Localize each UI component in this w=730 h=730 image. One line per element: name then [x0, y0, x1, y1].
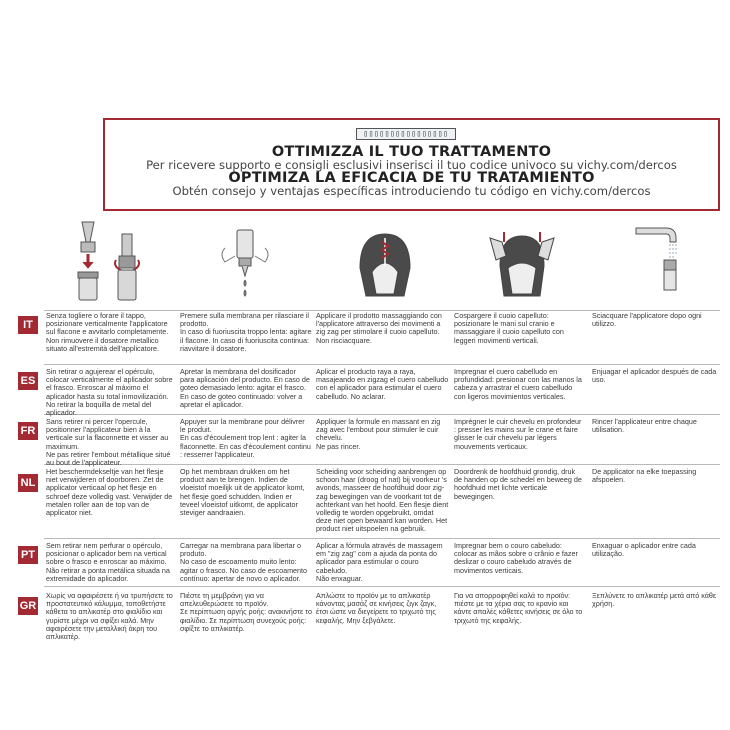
- row-separator: [44, 364, 720, 365]
- title-es: OPTIMIZA LA EFICACIA DE TU TRATAMIENTO: [228, 170, 595, 186]
- instruction-nl-2: Op het membraan drukken om het product aan te brengen. Indien de vloeistof moeilijk uit de applicator komt, het flesje goed schudden. Indien er teveel vloeistof uitkomt, de applicator steviger aandraaien.: [180, 467, 305, 518]
- unique-code-field[interactable]: ▯▯▯▯▯▯▯▯▯▯▯▯▯▯▯▯: [356, 128, 456, 140]
- instruction-fr-1: Sans retirer ni percer l'opercule, positionner l'applicateur bien à la verticale sur la flaconnette et visser au maximum. Ne pas retirer l'embout métallique situé au bout de l'applicateur.: [46, 417, 171, 468]
- instruction-gr-1: Χωρίς να αφαιρέσετε ή να τρυπήσετε το προστατευτικό κάλυμμα, τοποθετήστε κάθετα το απλικατέρ στο φιαλίδιο και γυρίστε μέχρι να σφίξει καλά. Μην αφαιρέσετε την μεταλλική άκρη του απλικατέρ.: [46, 591, 173, 642]
- instruction-pt-2: Carregar na membrana para libertar o produto. No caso de escoamento muito lento: agitar o frasco. No caso de escoamento contínuo: apertar de novo o aplicador.: [180, 541, 308, 583]
- instruction-nl-3: Scheiding voor scheiding aanbrengen op schoon haar (droog of nat) bij voorkeur 's avonds, masseer de hoofdhuid door zig-zag bewegingen van de voorkant tot de achterkant van het hoofd. Een flesje dient volledig te worden opgebruikt, omdat deze niet open bewaard kan worden. Het product niet uitspoelen na gebruik.: [316, 467, 449, 534]
- lang-flag-pt: PT: [18, 546, 38, 564]
- lang-flag-gr: GR: [18, 597, 38, 615]
- row-separator: [44, 586, 720, 587]
- instruction-gr-2: Πιέστε τη μεμβράνη για να απελευθερώσετε το προϊόν. Σε περίπτωση αργής ροής: ανακινήστε το φιαλίδιο. Σε περίπτωση συνεχούς ροής: σφίξτε το απλικατέρ.: [180, 591, 312, 633]
- row-separator: [44, 414, 720, 415]
- instruction-it-2: Premere sulla membrana per rilasciare il prodotto. In caso di fuoriuscita troppo lenta: agitare il flacone. In caso di fuoriuscita continua: riavvitare il dosatore.: [180, 311, 312, 353]
- instruction-pt-5: Enxaguar o aplicador entre cada utilização.: [592, 541, 696, 559]
- instruction-es-4: Impregnar el cuero cabelludo en profundidad: presionar con las manos la cabeza y arrastrar el cuero cabelludo con ligeros movimientos verticales.: [454, 367, 582, 401]
- vial-open-icon: [70, 218, 150, 302]
- row-separator: [44, 464, 720, 465]
- instruction-es-1: Sin retirar o agujerear el opérculo, colocar verticalmente el aplicador sobre el frasco. Enroscar al máximo el aplicador hasta su total inmovilización. No retirar la boquilla de metal del aplicador.: [46, 367, 173, 418]
- instruction-nl-4: Doordrenk de hoofdhuid grondig, druk de handen op de schedel en beweeg de hoofdhuid met lichte verticale bewegingen.: [454, 467, 582, 501]
- lang-flag-fr: FR: [18, 422, 38, 440]
- instruction-gr-4: Για να απορροφηθεί καλά το προϊόν: πιέστε με τα χέρια σας το κρανίο και κάντε απαλές κάθετες κινήσεις σε όλο το τριχωτό της κεφαλής.: [454, 591, 583, 625]
- subtitle-it: Per ricevere supporto e consigli esclusivi inserisci il tuo codice univoco su vichy.com/dercos: [146, 158, 677, 172]
- instruction-gr-3: Απλώστε το προϊόν με το απλικατέρ κάνοντας μασάζ σε κινήσεις ζιγκ ζαγκ, έτσι ώστε να διεγείρετε το τριχωτό της κεφαλής. Μην ξεβγάλετε.: [316, 591, 437, 625]
- row-separator: [44, 538, 720, 539]
- instruction-nl-5: De applicator na elke toepassing afspoelen.: [592, 467, 697, 485]
- subtitle-es: Obtén consejo y ventajas específicas introduciendo tu código en vichy.com/dercos: [172, 184, 651, 198]
- instruction-fr-5: Rincer l'applicateur entre chaque utilisation.: [592, 417, 697, 435]
- instruction-gr-5: Ξεπλύνετε το απλικατέρ μετά από κάθε χρήση.: [592, 591, 717, 609]
- title-it: OTTIMIZZA IL TUO TRATTAMENTO: [271, 144, 552, 160]
- vial-press-drip-icon: [215, 218, 275, 302]
- instruction-it-1: Senza togliere o forare il tappo, posizionare verticalmente l'applicatore sul flacone e avvitarlo completamente. Non rimuovere il dosatore metallico situato all'estremità dell'applicatore.: [46, 311, 169, 353]
- instruction-it-3: Applicare il prodotto massaggiando con l'applicatore attraverso dei movimenti a zig zag per stimolare il cuoio capelluto. Non risciacquare.: [316, 311, 442, 345]
- instruction-it-4: Cospargere il cuoio capelluto: posizionare le mani sul cranio e massaggiare il cuoio capelluto con leggeri movimenti verticali.: [454, 311, 564, 345]
- instruction-pt-4: Impregnar bem o couro cabeludo: colocar as mãos sobre o crânio e fazer deslizar o couro cabeludo através de movimentos verticais.: [454, 541, 578, 575]
- instruction-pt-3: Aplicar a fórmula através de massagem em "zig zag" com a ajuda da ponta do aplicador para estimular o couro cabeludo. Não enxaguar.: [316, 541, 443, 583]
- instruction-fr-4: Imprégner le cuir chevelu en profondeur : presser les mains sur le crane et faire glisser le cuir chevelu par légers mouvements verticaux.: [454, 417, 582, 451]
- instruction-it-5: Sciacquare l'applicatore dopo ogni utilizzo.: [592, 311, 702, 329]
- instruction-fr-2: Appuyer sur la membrane pour délivrer le produit. En cas d'écoulement trop lent : agiter la flaconnette. En cas d'écoulement continu : resserrer l'applicateur.: [180, 417, 311, 459]
- lang-flag-it: IT: [18, 316, 38, 334]
- instruction-nl-1: Het beschermdekseltje van het flesje niet verwijderen of doorboren. Zet de applicator verticaal op het flesje en schroef deze volledig vast. Verwijder de metalen roller aan de top van de applicator niet.: [46, 467, 173, 518]
- head-massage-hands-icon: [486, 228, 558, 300]
- lang-flag-nl: NL: [18, 474, 38, 492]
- instruction-es-2: Apretar la membrana del dosificador para aplicación del producto. En caso de goteo demasiado lento: agitar el frasco. En caso de goteo continuado: volver a apretar el aplicador.: [180, 367, 310, 409]
- instruction-pt-1: Sem retirar nem perfurar o opérculo, posicionar o aplicador bem na vertical sobre o frasco e enroscar ao máximo. Não retirar a ponta metálica situada na extremidade do aplicador.: [46, 541, 170, 583]
- instruction-fr-3: Appliquer la formule en massant en zig zag avec l'embout pour stimuler le cuir chevelu. Ne pas rincer.: [316, 417, 441, 451]
- head-zigzag-massage-icon: [352, 228, 418, 298]
- rinse-faucet-icon: [630, 220, 688, 292]
- instruction-es-5: Enjuagar el aplicador después de cada uso.: [592, 367, 717, 385]
- lang-flag-es: ES: [18, 372, 38, 390]
- instruction-es-3: Aplicar el producto raya a raya, masajeando en zigzag el cuero cabelludo con el aplicador para estimular el cuero cabelludo. No aclarar.: [316, 367, 449, 401]
